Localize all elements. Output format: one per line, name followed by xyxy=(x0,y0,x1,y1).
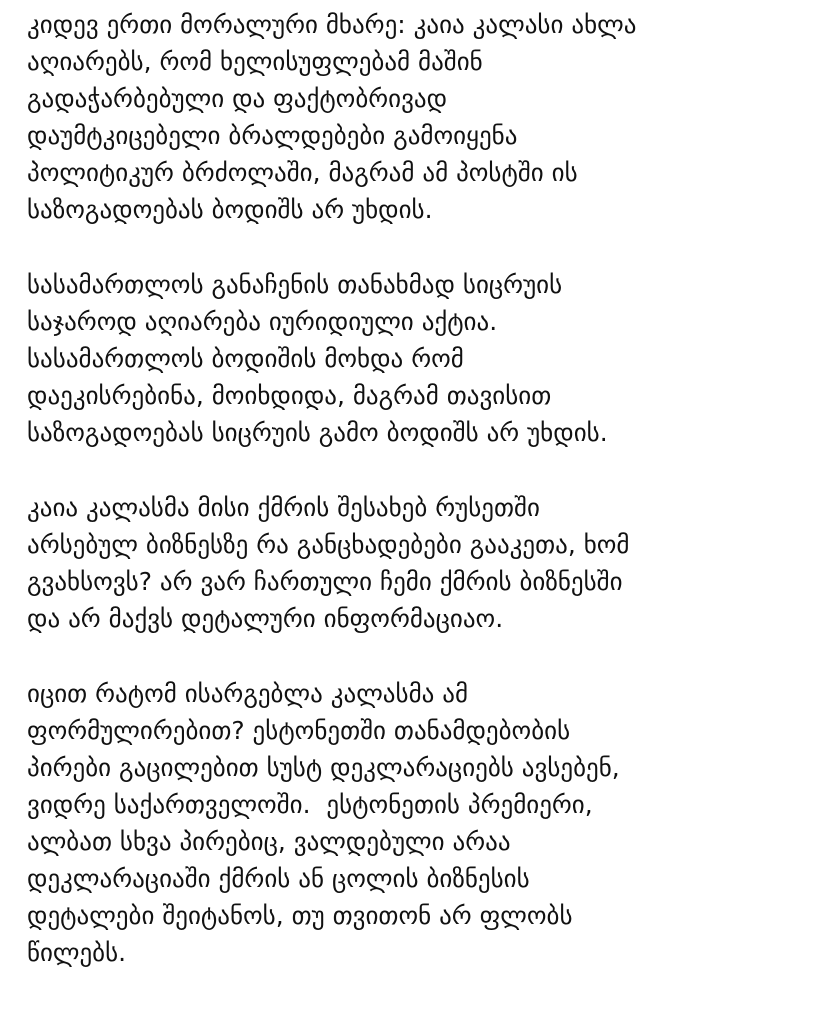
paragraph-1 xyxy=(27,6,827,228)
text-line: გადაჭარბებული და ფაქტობრივად xyxy=(27,84,448,113)
text-line: საჯაროდ აღიარება იურიდიული აქტია. xyxy=(27,307,498,336)
text-line: ალბათ სხვა პირებიც, ვალდებული არაა xyxy=(27,827,511,856)
text-line: სასამართლოს ბოდიშის მოხდა რომ xyxy=(27,344,464,373)
text-line: დაუმტკიცებელი ბრალდებები გამოიყენა xyxy=(27,121,518,150)
text-line: დეტალები შეიტანოს, თუ თვითონ არ ფლობს xyxy=(27,901,573,930)
text-line: კაია კალასმა მისი ქმრის შესახებ რუსეთში xyxy=(27,493,540,522)
text-line: პირები გაცილებით სუსტ დეკლარაციებს ავსებენ, xyxy=(27,753,620,782)
text-line: არსებულ ბიზნესზე რა განცხადებები გააკეთა, ხომ xyxy=(27,530,630,559)
text-line: წილებს. xyxy=(27,938,127,967)
text-line: კიდევ ერთი მორალური მხარე: კაია კალასი ახლა xyxy=(27,10,637,39)
text-line: სასამართლოს განაჩენის თანახმად სიცრუის xyxy=(27,270,563,299)
text-line: პოლიტიკურ ბრძოლაში, მაგრამ ამ პოსტში ის xyxy=(27,158,578,187)
text-line: გვახსოვს? არ ვარ ჩართული ჩემი ქმრის ბიზნესში xyxy=(27,567,623,596)
text-line: საზოგადოებას სიცრუის გამო ბოდიშს არ უხდის. xyxy=(27,418,608,447)
paragraph-3 xyxy=(27,489,827,637)
text-line: ფორმულირებით? ესტონეთში თანამდებობის xyxy=(27,716,571,745)
text-line: აღიარებს, რომ ხელისუფლებამ მაშინ xyxy=(27,47,483,76)
paragraph-2 xyxy=(27,266,827,451)
text-line: და არ მაქვს დეტალური ინფორმაციაო. xyxy=(27,604,504,633)
post-text xyxy=(27,6,827,1009)
text-line: დეკლარაციაში ქმრის ან ცოლის ბიზნესის xyxy=(27,864,530,893)
text-line: დაეკისრებინა, მოიხდიდა, მაგრამ თავისით xyxy=(27,381,552,410)
text-line: საზოგადოებას ბოდიშს არ უხდის. xyxy=(27,195,433,224)
text-line: იცით რატომ ისარგებლა კალასმა ამ xyxy=(27,679,469,708)
text-line: ვიდრე საქართველოში. ესტონეთის პრემიერი, xyxy=(27,790,593,819)
paragraph-4 xyxy=(27,675,827,971)
